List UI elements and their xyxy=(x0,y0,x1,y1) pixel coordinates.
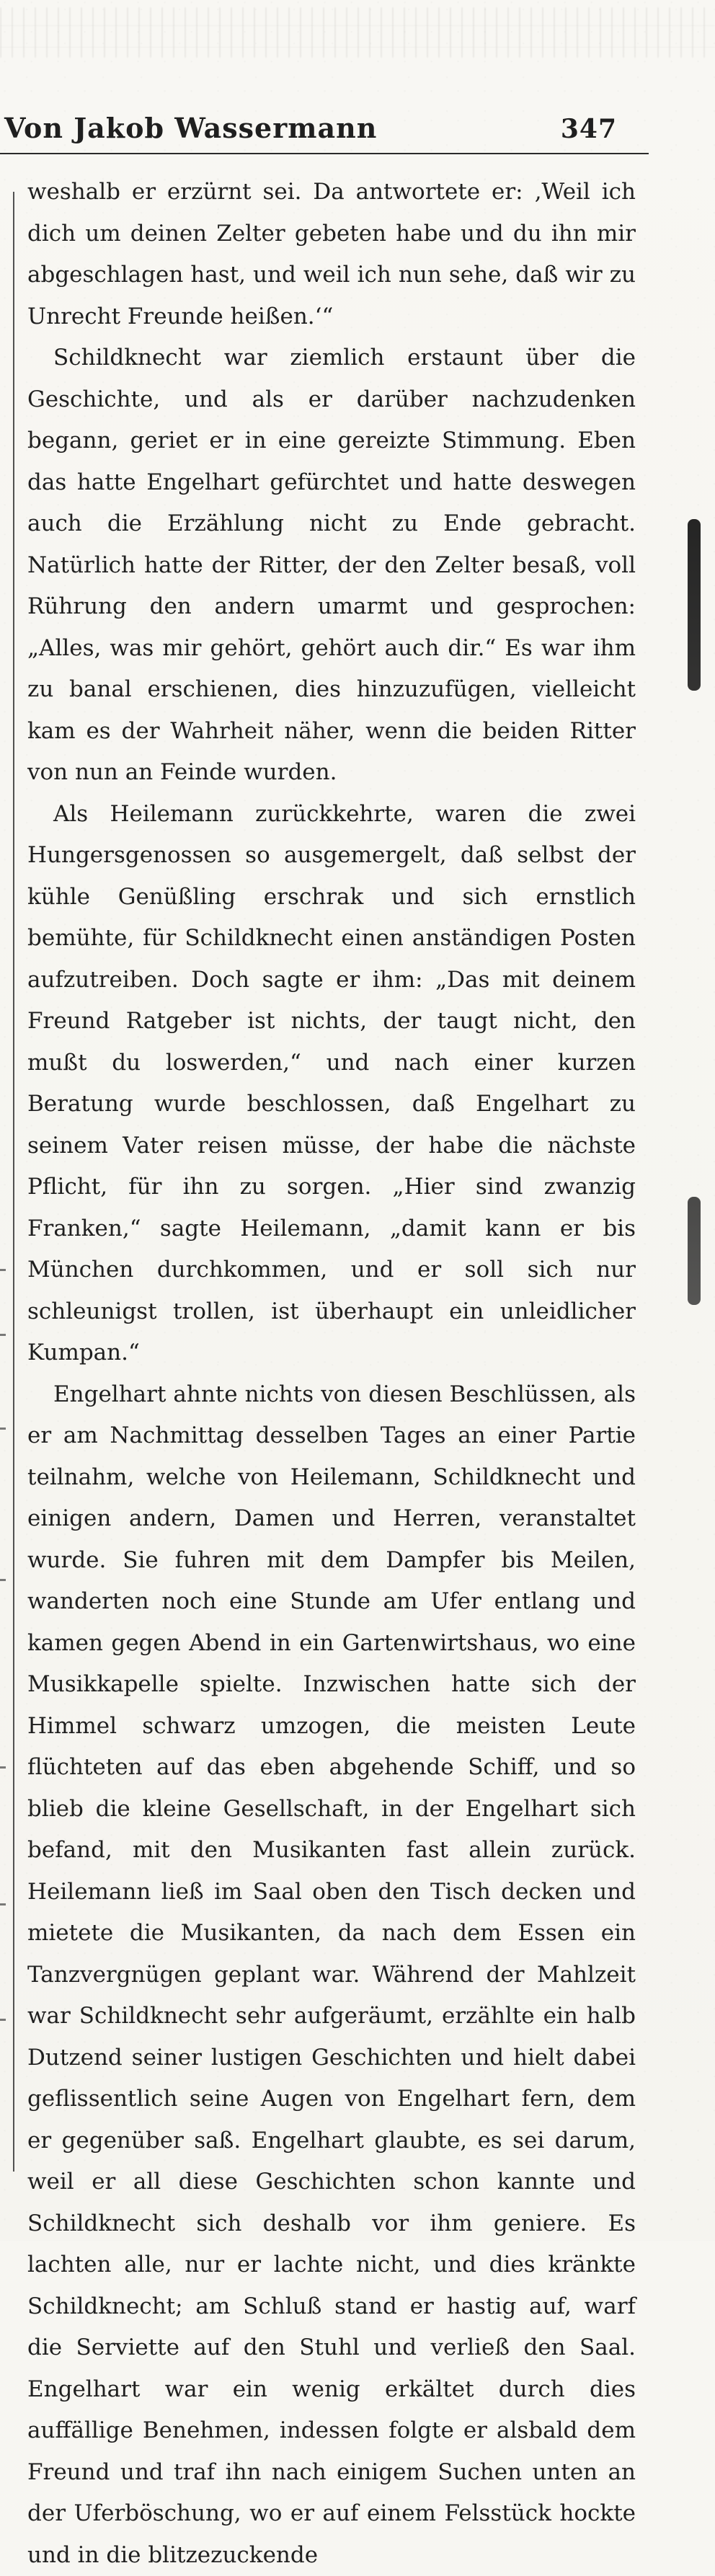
header-rule xyxy=(0,153,649,154)
gutter-marks xyxy=(0,1269,10,2098)
gutter-mark xyxy=(0,1269,6,1271)
right-edge-smudge xyxy=(688,1197,701,1305)
paragraph-4: Engelhart ahnte nichts von diesen Beschlüssen, als er am Nachmittag desselben Tages an einer Partie teilnahm, welche von Heilemann, Schildknecht und einigen andern, Damen und Herren, veranstaltet wurde. Sie fuhren mit dem Dampfer bis Meilen, wanderten noch eine Stunde am Ufer entlang und kamen gegen Abend in ein Gartenwirtshaus, wo eine Musikkapelle spielte. Inzwischen hatte sich der Himmel schwarz umzogen, die meisten Leute flüchteten auf das eben abgehende Schiff, und so blieb die kleine Gesellschaft, in der Engelhart sich befand, mit den Musikanten fast allein zurück. Heilemann ließ im Saal oben den Tisch decken und mietete die Musikanten, da nach dem Essen ein Tanzvergnügen geplant war. Während der Mahlzeit war Schildknecht sehr aufgeräumt, erzählte ein halb Dutzend seiner lustigen Geschichten und hielt dabei geflissentlich seine Augen von Engelhart fern, dem er gegenüber saß. Engelhart glaubte, es sei darum, weil er all diese Geschichten schon kannte und Schildknecht sich deshalb vor ihm geniere. Es lachten alle, nur er lachte nicht, und dies kränkte Schildknecht; am Schluß stand er hastig auf, warf die Serviette auf den Stuhl und verließ den Saal. Engelhart war ein wenig erkältet durch dies auffällige Benehmen, indessen folgte er alsbald dem Freund und traf ihn nach einigem Suchen unten an der Uferböschung, wo er auf einem Felsstück hockte und in die blitzezuckende xyxy=(27,1374,636,2576)
running-head xyxy=(0,104,620,144)
running-head-title: Von Jakob Wassermann xyxy=(0,112,377,144)
gutter-mark xyxy=(0,1903,6,1906)
gutter-mark xyxy=(0,1428,6,1430)
gutter-mark xyxy=(0,1766,6,1769)
gutter-mark xyxy=(0,2019,6,2021)
gutter-mark xyxy=(0,1334,6,1336)
gutter-mark xyxy=(0,1579,6,1581)
page-number: 347 xyxy=(561,114,620,144)
left-margin-rule xyxy=(13,192,14,2172)
main-text-column xyxy=(27,172,636,2169)
right-edge-smudge xyxy=(688,519,701,691)
paragraph-3: Als Heilemann zurückkehrte, waren die zwei Hungersgenossen so ausgemergelt, daß selbst der kühle Genüßling erschrak und sich ernstlich bemühte, für Schildknecht einen anständigen Posten aufzutreiben. Doch sagte er ihm: „Das mit deinem Freund Ratgeber ist nichts, der taugt nicht, den mußt du loswerden,“ und nach einer kurzen Beratung wurde beschlossen, daß Engelhart zu seinem Vater reisen müsse, der habe die nächste Pflicht, für ihn zu sorgen. „Hier sind zwanzig Franken,“ sagte Heilemann, „damit kann er bis München durchkommen, und er soll sich nur schleunigst trollen, ist überhaupt ein unleidlicher Kumpan.“ xyxy=(27,794,636,1374)
paragraph-2: Schildknecht war ziemlich erstaunt über die Geschichte, und als er darüber nachzudenken begann, geriet er in eine gereizte Stimmung. Eben das hatte Engelhart gefürchtet und hatte deswegen auch die Erzählung nicht zu Ende gebracht. Natürlich hatte der Ritter, der den Zelter besaß, voll Rührung den andern umarmt und gesprochen: „Alles, was mir gehört, gehört auch dir.“ Es war ihm zu banal erschienen, dies hinzuzufügen, vielleicht kam es der Wahrheit näher, wenn die beiden Ritter von nun an Feinde wurden. xyxy=(27,337,636,794)
bleed-through-text xyxy=(0,7,715,58)
paragraph-1: weshalb er erzürnt sei. Da antwortete er: ‚Weil ich dich um deinen Zelter gebeten habe und du ihn mir abgeschlagen hast, und weil ich nun sehe, daß wir zu Unrecht Freunde heißen.‘“ xyxy=(27,172,636,337)
